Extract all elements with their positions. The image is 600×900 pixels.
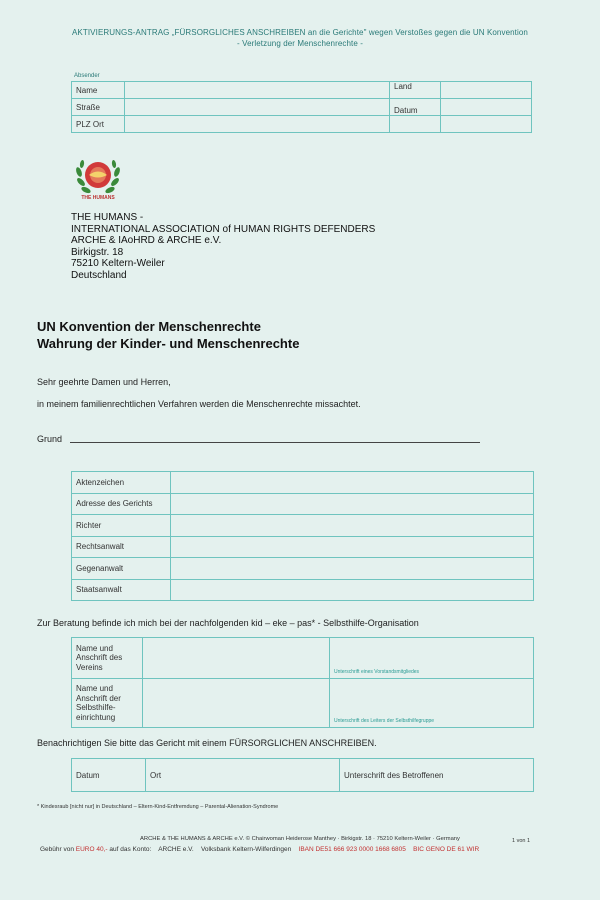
association-field[interactable] (143, 638, 330, 679)
greeting: Sehr geehrte Damen und Herren, (37, 377, 171, 387)
sender-date-label: Datum (390, 99, 441, 116)
document-title (37, 318, 299, 352)
sender-date-field[interactable] (441, 99, 532, 116)
selfhelp-field[interactable] (143, 679, 330, 728)
fee-prefix: Gebühr von (40, 846, 74, 853)
account-holder: ARCHE e.V. (158, 846, 194, 853)
sender-zip-city-label: PLZ Ort (72, 116, 125, 133)
prosecutor-field[interactable] (171, 579, 534, 601)
address-line: INTERNATIONAL ASSOCIATION of HUMAN RIGHTS DEFENDERS (71, 223, 376, 235)
opposing-lawyer-label: Gegenanwalt (72, 558, 171, 580)
counseling-text: Zur Beratung befinde ich mich bei der nachfolgenden kid – eke – pas* - Selbsthilfe-Organisation (37, 618, 419, 628)
footer-payment (40, 846, 479, 853)
opposing-lawyer-field[interactable] (171, 558, 534, 580)
title-line-2: Wahrung der Kinder- und Menschenrechte (37, 336, 300, 351)
lawyer-label: Rechtsanwalt (72, 536, 171, 558)
bic: BIC GENO DE 61 WIR (413, 846, 480, 853)
sender-country-field[interactable] (441, 82, 532, 99)
counseling-table (71, 637, 534, 728)
address-line: ARCHE & IAoHRD & ARCHE e.V. (71, 235, 222, 247)
court-address-field[interactable] (171, 493, 534, 515)
sender-country-label: Land (390, 82, 441, 99)
form-header-subtitle: - Verletzung der Menschenrechte - (236, 39, 364, 48)
bank-name: Volksbank Keltern-Wilferdingen (200, 846, 292, 853)
fee-amount: EURO 40,- (75, 846, 108, 853)
grund-input-line[interactable] (70, 441, 480, 443)
sender-street-field[interactable] (125, 99, 390, 116)
judge-label: Richter (72, 515, 171, 537)
address-line: Birkigstr. 18 (71, 246, 124, 258)
notify-signature-table (71, 758, 534, 792)
selfhelp-label: Name und Anschrift der Selbsthilfe-einrichtung (72, 679, 143, 728)
address-line: Deutschland (71, 269, 127, 281)
recipient-address (71, 212, 375, 282)
notify-text: Benachrichtigen Sie bitte das Gericht mit einem FÜRSORGLICHEN ANSCHREIBEN. (37, 738, 377, 748)
page-number: 1 von 1 (512, 838, 531, 844)
footnote: * Kindesraub [nicht nur] in Deutschland – Eltern-Kind-Entfremdung – Parental-Alienation-Syndrome (37, 804, 279, 810)
title-line-1: UN Konvention der Menschenrechte (37, 319, 261, 334)
sender-name-field[interactable] (125, 82, 390, 99)
judge-field[interactable] (171, 515, 534, 537)
affected-signature-field[interactable]: Unterschrift des Betroffenen (340, 759, 534, 792)
intro-text: in meinem familienrechtlichen Verfahren werden die Menschenrechte missachtet. (37, 399, 361, 409)
iban: IBAN DE51 666 923 0000 1668 6805 (298, 846, 406, 853)
sender-zip-city-field[interactable] (125, 116, 390, 133)
association-label: Name und Anschrift des Vereins (72, 638, 143, 679)
prosecutor-label: Staatsanwalt (72, 579, 171, 601)
sender-caption: Absender (74, 73, 100, 79)
sender-name-label: Name (72, 82, 125, 99)
address-line: 75210 Keltern-Weiler (71, 258, 165, 270)
fee-suffix: auf das Konto: (109, 846, 152, 853)
logo-caption: THE HUMANS (81, 195, 115, 201)
aktenzeichen-field[interactable] (171, 472, 534, 494)
notify-date-field[interactable]: Datum (72, 759, 146, 792)
court-details-table (71, 471, 534, 601)
notify-place-field[interactable]: Ort (146, 759, 340, 792)
form-header-title: AKTIVIERUNGS-ANTRAG „FÜRSORGLICHES ANSCHREIBEN an die Gerichte" wegen Verstoßes gegen die UN Konvention (72, 28, 528, 37)
grund-label: Grund (37, 434, 63, 444)
court-address-label: Adresse des Gerichts (72, 493, 171, 515)
sender-street-label: Straße (72, 99, 125, 116)
footer-organization: ARCHE & THE HUMANS & ARCHE e.V. © Chairwoman Heiderose Manthey · Birkigstr. 18 · 75210 Keltern-Weiler · Germany (140, 836, 460, 842)
sender-table (71, 81, 532, 133)
board-signature-field[interactable]: Unterschrift eines Vorstandsmitgliedes (330, 638, 534, 679)
group-leader-signature-field[interactable]: Unterschrift des Leiters der Selbsthilfegruppe (330, 679, 534, 728)
address-line: THE HUMANS - (71, 212, 144, 223)
aktenzeichen-label: Aktenzeichen (72, 472, 171, 494)
lawyer-field[interactable] (171, 536, 534, 558)
